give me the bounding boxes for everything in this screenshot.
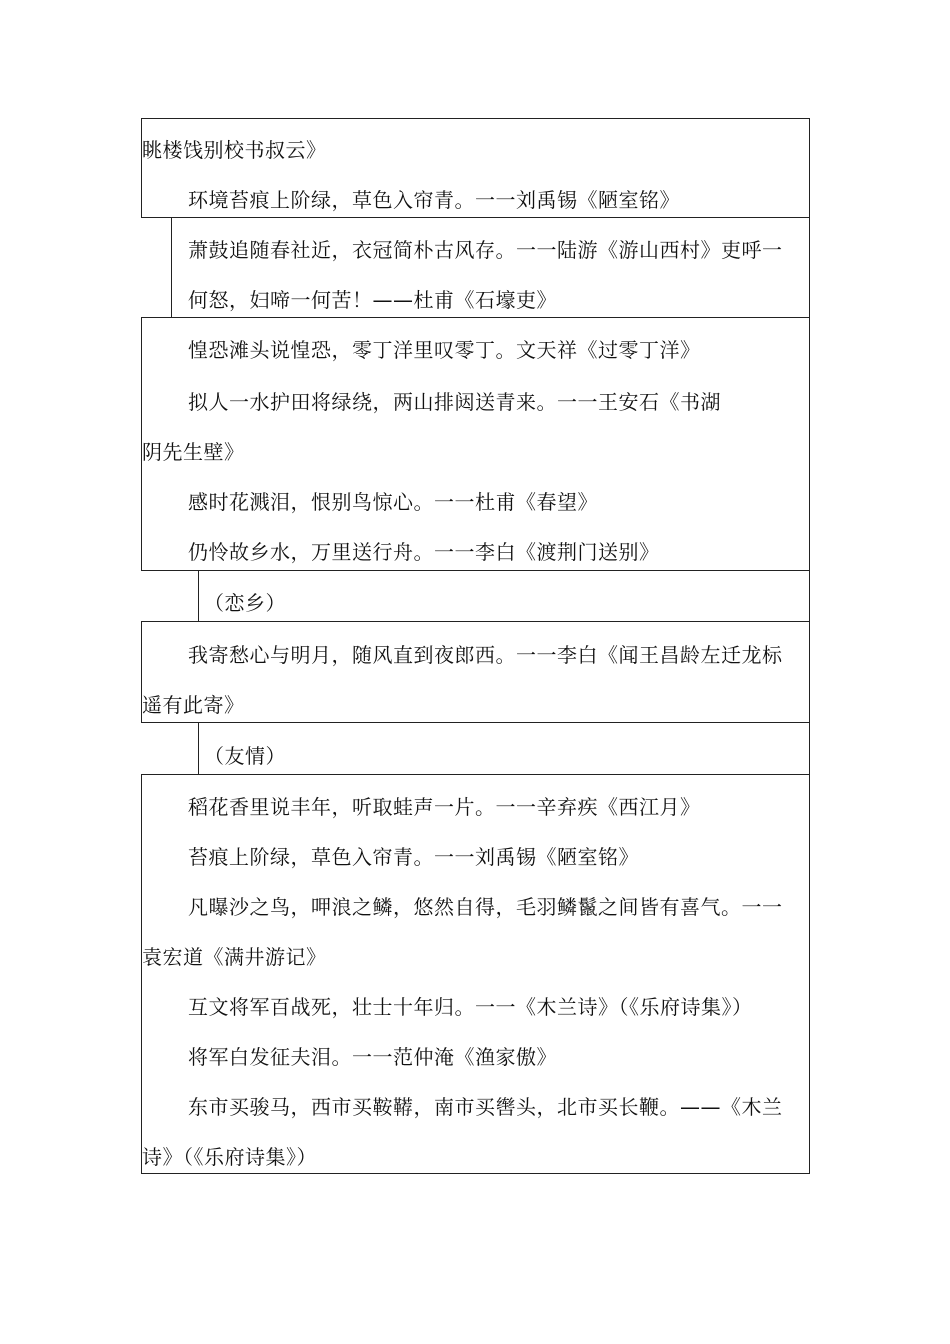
text-line: 苔痕上阶绿，草色入帘青。一一刘禹锡《陋室铭》 xyxy=(188,845,639,869)
text-line: 诗》（《乐府诗集》） xyxy=(142,1145,317,1169)
text-line: 阴先生壁》 xyxy=(142,440,245,464)
table-cell-4 xyxy=(198,570,810,622)
text-line: 互文将军百战死，壮士十年归。一一《木兰诗》（《乐府诗集》） xyxy=(188,995,753,1019)
text-line: 将军白发征夫泪。一一范仲淹《渔家傲》 xyxy=(188,1045,557,1069)
text-line: 环境苔痕上阶绿，草色入帘青。一一刘禹锡《陋室铭》 xyxy=(188,188,680,212)
text-line: 稻花香里说丰年，听取蛙声一片。一一辛弃疾《西江月》 xyxy=(188,795,701,819)
text-line: 眺楼饯别校书叔云》 xyxy=(142,138,327,162)
text-line: 惶恐滩头说惶恐，零丁洋里叹零丁。文天祥《过零丁洋》 xyxy=(188,338,701,362)
text-line: 袁宏道《满井游记》 xyxy=(142,945,327,969)
text-line: 何怒，妇啼一何苦！——杜甫《石壕吏》 xyxy=(188,288,557,312)
text-line: 萧鼓追随春社近，衣冠简朴古风存。一一陆游《游山西村》吏呼一 xyxy=(188,238,783,262)
text-line: 感时花溅泪，恨别鸟惊心。一一杜甫《春望》 xyxy=(188,490,598,514)
text-line: 拟人一水护田将绿绕，两山排闼送青来。一一王安石《书湖 xyxy=(188,390,721,414)
text-line: 东市买骏马，西市买鞍鞯，南市买辔头，北市买长鞭。——《木兰 xyxy=(188,1095,783,1119)
section-label-friendship: （友情） xyxy=(204,744,286,768)
text-line: 遥有此寄》 xyxy=(142,693,245,717)
text-line: 凡曝沙之鸟，呷浪之鳞，悠然自得，毛羽鳞鬣之间皆有喜气。一一 xyxy=(188,895,783,919)
table-cell-6 xyxy=(198,722,810,775)
text-line: 仍怜故乡水，万里送行舟。一一李白《渡荆门送别》 xyxy=(188,540,660,564)
section-label-homesick: （恋乡） xyxy=(204,591,286,615)
text-line: 我寄愁心与明月，随风直到夜郎西。一一李白《闻王昌龄左迁龙标 xyxy=(188,643,783,667)
